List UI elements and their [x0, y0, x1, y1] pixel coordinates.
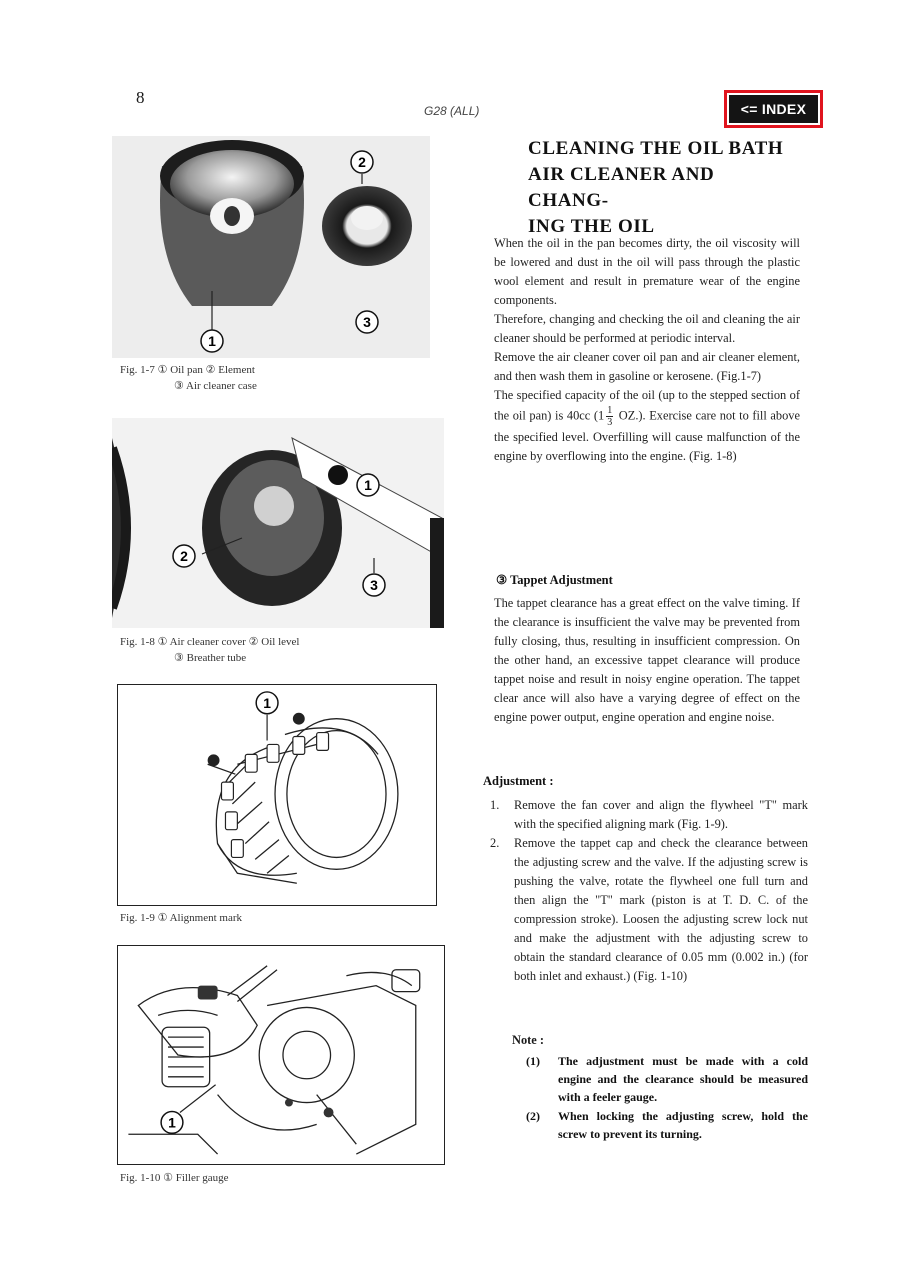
fraction — [606, 405, 613, 428]
adjustment-label: Adjustment : — [483, 774, 554, 788]
article-intro — [494, 234, 800, 466]
adjustment-steps — [484, 796, 808, 986]
callout-3-label: 3 — [363, 314, 371, 330]
paragraph-3: Remove the air cleaner cover oil pan and air cleaner element, and then wash them in gasoline or kerosene. (Fig.1-7) — [494, 350, 800, 383]
paragraph-4 — [494, 386, 800, 466]
figure-1-9-drawing — [117, 684, 437, 906]
step-text: Remove the tappet cap and check the clearance between the adjusting screw and the valve. If the adjusting screw is pushing the valve, rotate the flywheel one full turn and then align the "T" mark (piston is at T. D. C. of the compression stroke). Loosen the adjusting screw lock nut and make the adjustment with the adjusting screw to obtain the standard clearance of 0.05 mm (0.002 in.) (for both inlet and exhaust.) (Fig. 1-10) — [514, 836, 808, 983]
note-number: (1) — [526, 1054, 540, 1068]
figure-1-7-illustration — [112, 136, 430, 358]
paragraph-2: Therefore, changing and checking the oil and cleaning the air cleaner should be performed at periodic interval. — [494, 312, 800, 345]
note-label: Note : — [512, 1033, 544, 1047]
paragraph-4-start: The specified capacity of the oil (up to the stepped section of the oil pan) is 40cc (1 — [494, 388, 800, 423]
callout-1-label: 1 — [263, 694, 271, 711]
heading-line-3: ING THE OIL — [528, 216, 655, 237]
heading-line-2: AIR CLEANER AND CHANG- — [528, 164, 715, 211]
list-item — [484, 834, 808, 986]
figure-1-9-caption: Fig. 1-9 ① Alignment mark — [120, 912, 242, 924]
callout-1-label: 1 — [208, 333, 216, 349]
list-item — [484, 796, 808, 834]
figure-1-10-drawing — [117, 945, 445, 1165]
callout-3-label: 3 — [370, 577, 378, 593]
list-item — [512, 1107, 808, 1143]
figure-1-8-caption-line1: Fig. 1-8 ① Air cleaner cover ② Oil level — [120, 636, 300, 648]
step-number: 2. — [490, 836, 500, 850]
callout-1-label: 1 — [364, 477, 372, 493]
figure-1-7-caption-line1: Fig. 1-7 ① Oil pan ② Element — [120, 364, 255, 376]
callout-1-label: 1 — [168, 1114, 176, 1131]
list-item — [512, 1052, 808, 1106]
figure-1-7-photo — [112, 136, 430, 358]
figure-1-8-caption — [120, 634, 299, 666]
note-text: When locking the adjusting screw, hold the screw to prevent its turning. — [558, 1109, 808, 1141]
figure-1-8-illustration — [112, 418, 444, 628]
index-button[interactable] — [724, 90, 823, 128]
step-number: 1. — [490, 798, 500, 812]
figure-1-7-caption-line2: ③ Air cleaner case — [174, 380, 257, 392]
index-button-label: <= INDEX — [729, 95, 818, 123]
figure-1-8-caption-line2: ③ Breather tube — [174, 652, 247, 664]
figure-1-8-photo — [112, 418, 444, 628]
callout-2-label: 2 — [180, 548, 188, 564]
fraction-denominator: 3 — [607, 417, 613, 428]
tappet-paragraph: The tappet clearance has a great effect on the valve timing. If the clearance is insufficient the valve may be prevented from fully closing, thus, resulting in insufficient compression. On the other hand, an excessive tappet clearance will produce tappet noise and result in noisy engine operation. The tappet clear ance will also have a varying degree of effect on the engine power output, engine operation and engine noise. — [494, 596, 800, 724]
paragraph-4-end: OZ.). Exercise care not to fill above the specified level. Overfilling will cause malfunction of the engine by overflowing into the engine. (Fig. 1-8) — [494, 408, 800, 463]
page-number: 8 — [136, 88, 145, 107]
figure-1-10-caption: Fig. 1-10 ① Filler gauge — [120, 1172, 229, 1184]
article-heading — [528, 136, 798, 240]
figure-1-7-caption — [120, 362, 257, 394]
section-title-tappet: ③ Tappet Adjustment — [496, 573, 613, 587]
figure-1-10-illustration — [118, 946, 444, 1164]
notes-list — [512, 1052, 808, 1144]
fraction-numerator: 1 — [607, 405, 613, 416]
note-number: (2) — [526, 1109, 540, 1123]
step-text: Remove the fan cover and align the flywheel "T" mark with the specified aligning mark (Fig. 1-9). — [514, 798, 808, 831]
model-label: G28 (ALL) — [424, 104, 480, 118]
paragraph-1: When the oil in the pan becomes dirty, the oil viscosity will be lowered and dust in the oil will pass through the plastic wool element and result in premature wear of the engine components. — [494, 236, 800, 307]
figure-1-9-illustration — [118, 685, 436, 905]
heading-line-1: CLEANING THE OIL BATH — [528, 138, 784, 159]
callout-2-label: 2 — [358, 154, 366, 170]
note-text: The adjustment must be made with a cold engine and the clearance should be measured with a feeler gauge. — [558, 1054, 808, 1104]
